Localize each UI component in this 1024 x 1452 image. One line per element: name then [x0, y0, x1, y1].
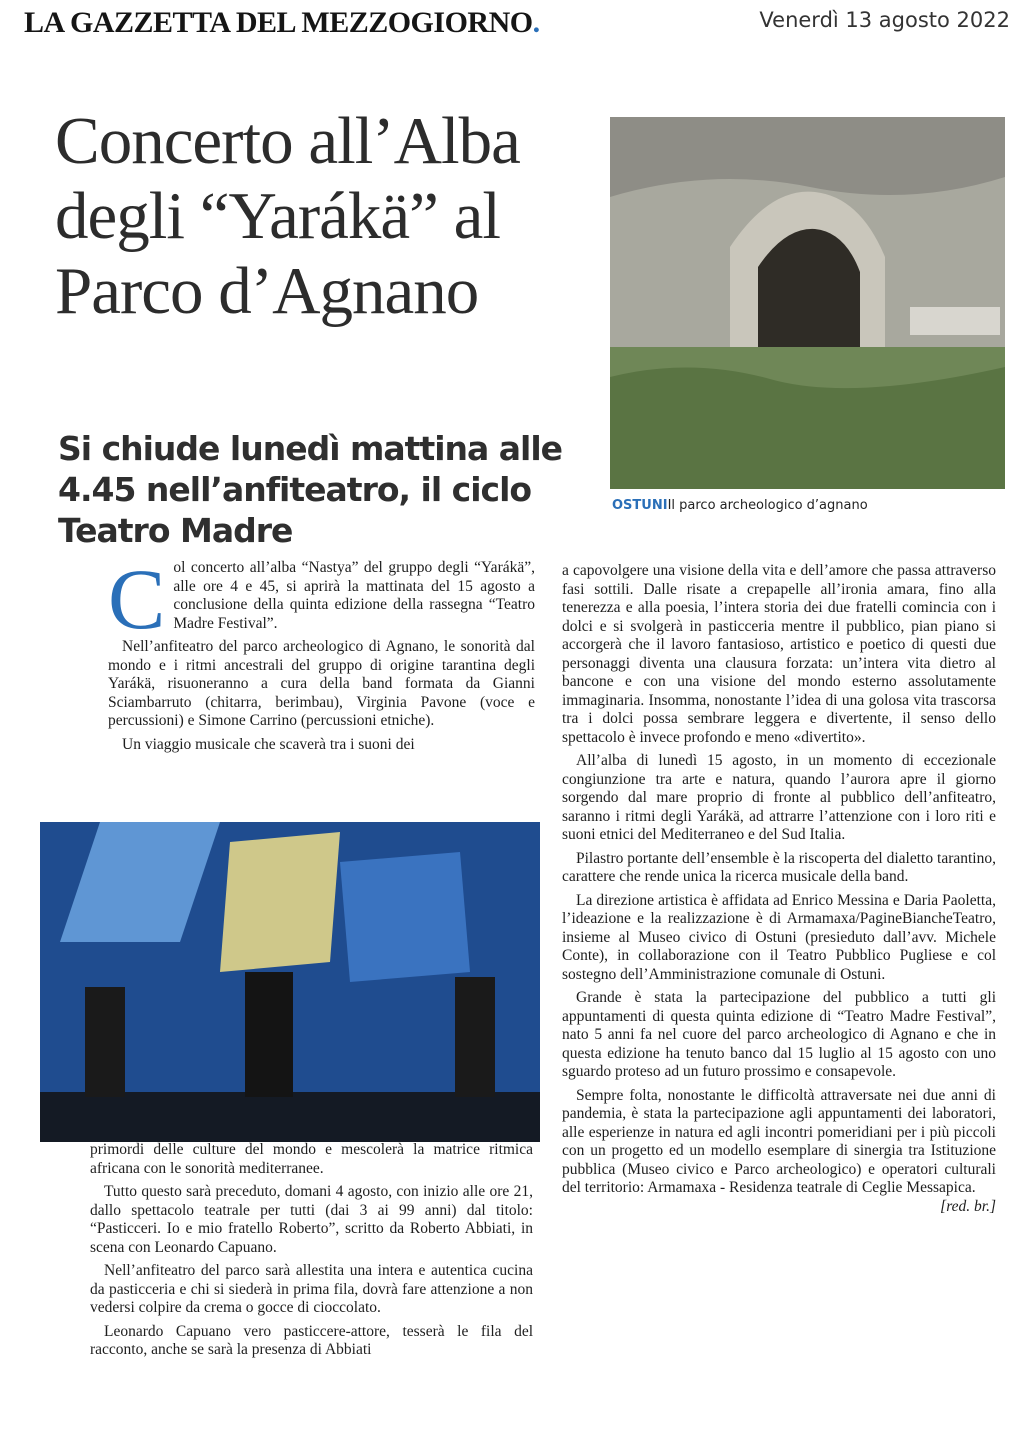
paragraph: Grande è stata la partecipazione del pubblico a tutti gli appuntamenti di questa quinta edizione di “Teatro Madre Festival”, nato 5 anni fa nel cuore del parco archeologico di Agnano e che in questa edizione ha tenuto banco dal 15 luglio al 15 agosto con uno sguardo proteso ad un futuro prossimo e consapevole.: [562, 989, 996, 1080]
author-signoff: [red. br.]: [940, 1197, 996, 1215]
paragraph: [562, 1086, 996, 1215]
article-subheadline: Si chiude lunedì mattina alle 4.45 nell’anfiteatro, il ciclo Teatro Madre: [58, 429, 563, 550]
column-1-bottom: [90, 1141, 533, 1365]
paragraph: ol concerto all’alba “Nastya” del gruppo degli “Yarákä”, alle ore 4 e 45, si aprirà la mattinata del 15 agosto a conclusione della quinta edizione della rassegna “Teatro Madre Festival”.: [173, 559, 535, 632]
paragraph: Leonardo Capuano vero pasticcere-attore, tesserà le fila del racconto, anche se sarà la presenza di Abbiati: [90, 1322, 533, 1358]
drop-cap: C: [108, 551, 166, 647]
paragraph: Pilastro portante dell’ensemble è la riscoperta del dialetto tarantino, carattere che rende unica la ricerca musicale della band.: [562, 849, 996, 885]
photo-caption: [612, 498, 868, 513]
caption-text: Il parco archeologico d’agnano: [667, 498, 868, 513]
paragraph: Nell’anfiteatro del parco archeologico di Agnano, le sonorità dal mondo e i ritmi ancestrali del gruppo di origine tarantina degli Yarákä, risuoneranno a cura della band formata da Gianni Sciambarruto (chitarra, berimbau), Virginia Pavone (voce e percussioni) e Simone Carrino (percussioni etniche).: [108, 638, 535, 729]
paragraph: Tutto questo sarà preceduto, domani 4 agosto, con inizio alle ore 21, dallo spettacolo teatrale per tutti (dai 3 ai 99 anni) dal titolo: “Pasticceri. Io e mio fratello Roberto”, scritto da Roberto Abbiati, in scena con Leonardo Capuano.: [90, 1183, 533, 1256]
paragraph: Nell’anfiteatro del parco sarà allestita una intera e autentica cucina da pasticceria e chi si siederà in prima fila, dovrà fare attenzione a non vedersi colpire da crema o gocce di cioccolato.: [90, 1262, 533, 1316]
newspaper-logo: LA GAZZETTA DEL MEZZOGIORNO.: [24, 6, 540, 39]
paragraph: La direzione artistica è affidata ad Enrico Messina e Daria Paoletta, l’ideazione e la realizzazione è di Armamaxa/PagineBiancheTeatro, insieme al Museo civico di Ostuni (presieduto dall’avv. Michele Conte), in collaborazione con il Teatro Pubblico Pugliese e col sostegno dell’Amministrazione comunale di Ostuni.: [562, 891, 996, 983]
paragraph: primordi delle culture del mondo e mescolerà la matrice ritmica africana con le sonorità mediterranee.: [90, 1141, 533, 1177]
article-headline: Concerto all’Alba degli “Yarákä” al Parco d’Agnano: [55, 104, 520, 328]
caption-location: OSTUNI: [612, 498, 668, 513]
column-2: [562, 562, 996, 1216]
paragraph: All’alba di lunedì 15 agosto, in un momento di eccezionale congiunzione tra arte e natura, quando l’aurora apre il giorno sorgendo dal mare proprio di fronte al pubblico dell’anfiteatro, saranno i ritmi degli Yarákä, ad attrarre l’attenzione con i loro riti e suoni etnici del Mediterraneo e del Sud Italia.: [562, 752, 996, 843]
paragraph: a capovolgere una visione della vita e dell’amore che passa attraverso fasi sottili. Dalle risate a crepapelle all’ironia amara, fino alla tenerezza e alla poesia, l’intera storia dei due fratelli comincia con i dolci e si svolgerà in pasticceria mentre il pubblico, pian piano si accorgerà che il lavoro fantasioso, artistico e poetico di questi due personaggi diventa una clausura forzata: un’intera vita dietro al bancone e con una visione del mondo esterno assolutamente immaginaria. Insomma, nonostante l’idea di una golosa vita trascorsa tra i dolci possa sembrare leggera e divertente, il senso dello spettacolo è invece profondo e meno «divertito».: [562, 562, 996, 746]
paragraph-text: Sempre folta, nonostante le difficoltà attraversate nei due anni di pandemia, è stata la partecipazione agli appuntamenti dei laboratori, alle esperienze in natura ed agli incontri pomeridiani per i più piccoli con un progetto ed un modello esemplare di sinergia tra Istituzione pubblica (Museo civico e Parco archeologico) e operatori culturali del territorio: Armamaxa - Residenza teatrale di Ceglie Messapica.: [562, 1086, 996, 1196]
publication-date: Venerdì 13 agosto 2022: [759, 8, 1010, 32]
paragraph: Un viaggio musicale che scaverà tra i suoni dei: [122, 735, 415, 753]
concert-photo: [40, 822, 540, 1142]
column-1-top: [108, 551, 535, 759]
ruins-photo: [610, 117, 1005, 489]
